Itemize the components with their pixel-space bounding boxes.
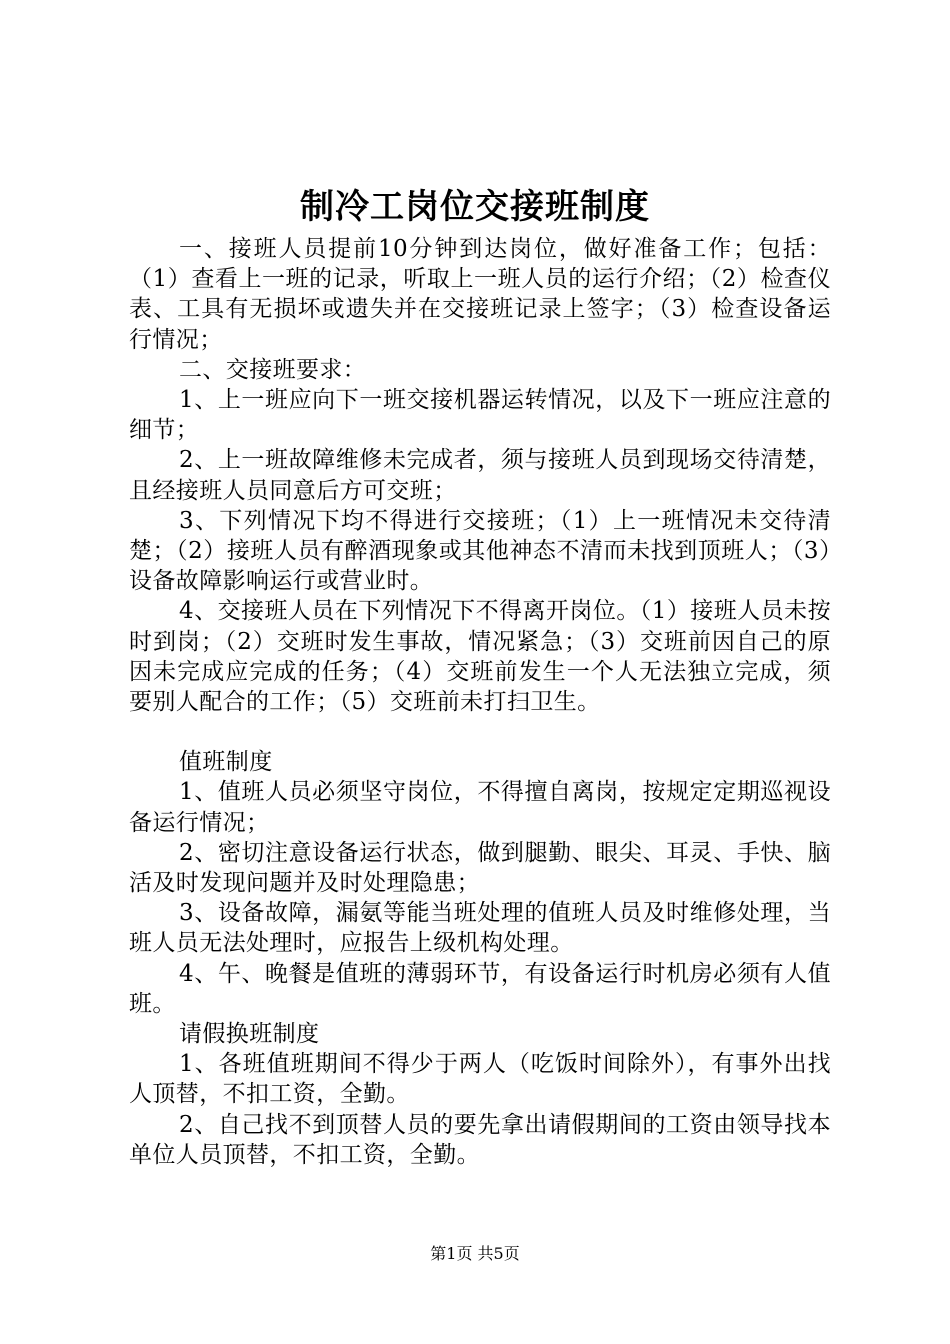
paragraph-requirement-2: 2、上一班故障维修未完成者，须与接班人员到现场交待清楚，且经接班人员同意后方可交班； <box>129 447 831 504</box>
paragraph-duty-3: 3、设备故障，漏氨等能当班处理的值班人员及时维修处理，当班人员无法处理时，应报告上级机构处理。 <box>129 900 831 957</box>
section-heading-duty: 值班制度 <box>179 749 273 776</box>
section-heading-leave: 请假换班制度 <box>179 1021 320 1048</box>
document-title: 制冷工岗位交接班制度 <box>300 187 650 227</box>
paragraph-leave-1: 1、各班值班期间不得少于两人（吃饭时间除外），有事外出找人顶替，不扣工资，全勤。 <box>129 1051 831 1108</box>
paragraph-duty-1: 1、值班人员必须坚守岗位，不得擅自离岗，按规定定期巡视设备运行情况； <box>129 779 831 836</box>
paragraph-handover-prep: 一、接班人员提前10分钟到达岗位，做好准备工作；包括：（1）查看上一班的记录，听取上一班人员的运行介绍；（2）检查仪表、工具有无损坏或遗失并在交接班记录上签字；（3）检查设备运行情况； <box>129 236 831 353</box>
paragraph-handover-requirements-heading: 二、交接班要求： <box>179 356 367 383</box>
paragraph-duty-2: 2、密切注意设备运行状态，做到腿勤、眼尖、耳灵、手快、脑活及时发现问题并及时处理隐患； <box>129 839 831 897</box>
paragraph-duty-4: 4、午、晚餐是值班的薄弱环节，有设备运行时机房必须有人值班。 <box>129 960 831 1017</box>
paragraph-requirement-3: 3、下列情况下均不得进行交接班；（1）上一班情况未交待清楚；（2）接班人员有醉酒现象或其他神态不清而未找到顶班人；（3）设备故障影响运行或营业时。 <box>129 507 831 595</box>
paragraph-requirement-1: 1、上一班应向下一班交接机器运转情况，以及下一班应注意的细节； <box>129 387 831 444</box>
document-body <box>129 234 831 1170</box>
page-number: 第1页 共5页 <box>430 1244 520 1263</box>
paragraph-requirement-4: 4、交接班人员在下列情况下不得离开岗位。（1）接班人员未按时到岗；（2）交班时发生事故，情况紧急；（3）交班前因自己的原因未完成应完成的任务；（4）交班前发生一个人无法独立完成，须要别人配合的工作；（5）交班前未打扫卫生。 <box>129 598 831 716</box>
section-spacer <box>129 717 831 747</box>
paragraph-leave-2: 2、自己找不到顶替人员的要先拿出请假期间的工资由领导找本单位人员顶替，不扣工资，全勤。 <box>129 1111 831 1168</box>
